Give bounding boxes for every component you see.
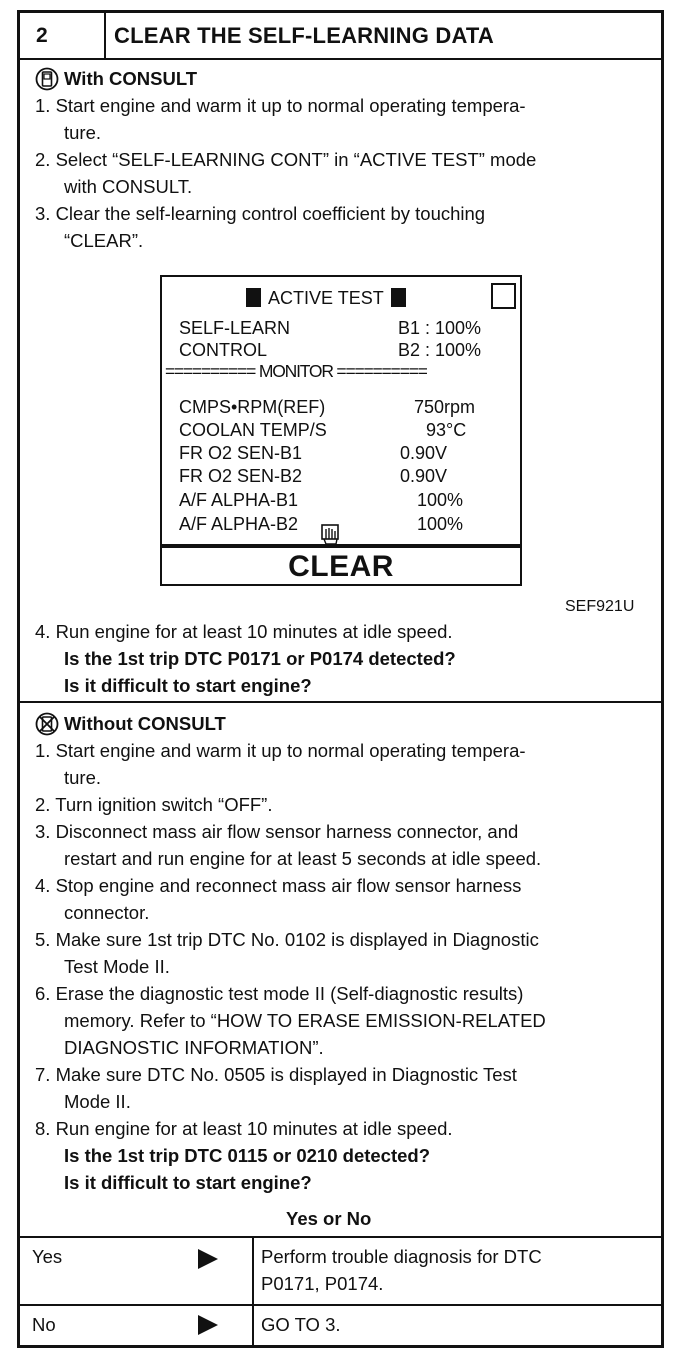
noconsult-step-1b: ture.	[64, 767, 102, 788]
arrow-right-icon	[198, 1249, 218, 1269]
monitor-divider: ========== MONITOR ==========	[165, 361, 427, 381]
monitor-value: 750rpm	[414, 397, 476, 417]
touch-hand-icon	[320, 523, 340, 545]
noconsult-step-4b: connector.	[64, 902, 150, 923]
monitor-label: A/F ALPHA-B1	[179, 490, 299, 510]
consult-step-3b: “CLEAR”.	[64, 230, 144, 251]
action-yes-line-2: P0171, P0174.	[261, 1273, 384, 1294]
noconsult-step-6a: 6. Erase the diagnostic test mode II (Self-diagnostic results)	[35, 983, 524, 1004]
result-column-divider	[252, 1236, 254, 1348]
monitor-label: COOLAN TEMP/S	[179, 420, 327, 440]
consult-icon	[35, 67, 59, 91]
monitor-label: A/F ALPHA-B2	[179, 514, 299, 534]
selflearn-label: SELF-LEARN	[179, 318, 291, 338]
section-divider	[20, 701, 661, 703]
monitor-value: 100%	[417, 490, 464, 510]
consult-step-1b: ture.	[64, 122, 102, 143]
step-header	[20, 13, 661, 60]
noconsult-step-7a: 7. Make sure DTC No. 0505 is displayed in Diagnostic Test	[35, 1064, 517, 1085]
noconsult-step-6b: memory. Refer to “HOW TO ERASE EMISSION-RELATED	[64, 1010, 546, 1031]
step-title: CLEAR THE SELF-LEARNING DATA	[114, 23, 494, 48]
control-label: CONTROL	[179, 340, 268, 360]
action-yes-line-1: Perform trouble diagnosis for DTC	[261, 1246, 542, 1267]
figure-id: SEF921U	[565, 598, 635, 615]
arrow-right-icon	[198, 1315, 218, 1335]
monitor-label: FR O2 SEN-B2	[179, 466, 303, 486]
noconsult-step-4a: 4. Stop engine and reconnect mass air flow sensor harness	[35, 875, 522, 896]
empty-box-icon	[491, 283, 516, 309]
monitor-label: CMPS•RPM(REF)	[179, 397, 326, 417]
black-square-icon	[246, 288, 261, 307]
result-divider-mid	[20, 1304, 661, 1306]
monitor-value: 93°C	[426, 420, 467, 440]
consult-step-1a: 1. Start engine and warm it up to normal operating tempera-	[35, 95, 526, 116]
no-consult-icon	[35, 712, 59, 736]
b2-value: B2 : 100%	[398, 340, 482, 360]
noconsult-step-2: 2. Turn ignition switch “OFF”.	[35, 794, 273, 815]
black-square-icon	[391, 288, 406, 307]
b1-value: B1 : 100%	[398, 318, 482, 338]
monitor-label: FR O2 SEN-B1	[179, 443, 303, 463]
noconsult-step-6c: DIAGNOSTIC INFORMATION”.	[64, 1037, 324, 1058]
action-no-line-1: GO TO 3.	[261, 1314, 341, 1335]
answer-yes: Yes	[32, 1246, 63, 1267]
active-test-title: ACTIVE TEST	[246, 287, 406, 310]
with-consult-heading: With CONSULT	[64, 68, 198, 89]
noconsult-question-2: Is it difficult to start engine?	[64, 1172, 312, 1193]
monitor-value: 0.90V	[400, 466, 448, 486]
consult-step-4: 4. Run engine for at least 10 minutes at idle speed.	[35, 621, 453, 642]
clear-button[interactable]: CLEAR	[160, 546, 522, 586]
without-consult-heading: Without CONSULT	[64, 713, 226, 734]
consult-step-2b: with CONSULT.	[64, 176, 193, 197]
consult-question-2: Is it difficult to start engine?	[64, 675, 312, 696]
yes-or-no-heading: Yes or No	[286, 1208, 372, 1229]
noconsult-step-5a: 5. Make sure 1st trip DTC No. 0102 is displayed in Diagnostic	[35, 929, 539, 950]
procedure-table	[17, 10, 664, 1348]
consult-screen	[160, 275, 522, 546]
noconsult-step-1a: 1. Start engine and warm it up to normal operating tempera-	[35, 740, 526, 761]
consult-step-3a: 3. Clear the self-learning control coefficient by touching	[35, 203, 486, 224]
noconsult-step-5b: Test Mode II.	[64, 956, 170, 977]
noconsult-step-3a: 3. Disconnect mass air flow sensor harness connector, and	[35, 821, 519, 842]
consult-step-2a: 2. Select “SELF-LEARNING CONT” in “ACTIVE TEST” mode	[35, 149, 537, 170]
noconsult-step-3b: restart and run engine for at least 5 seconds at idle speed.	[64, 848, 542, 869]
noconsult-step-8: 8. Run engine for at least 10 minutes at idle speed.	[35, 1118, 453, 1139]
step-number: 2	[20, 13, 106, 58]
monitor-value: 0.90V	[400, 443, 448, 463]
monitor-value: 100%	[417, 514, 464, 534]
answer-no: No	[32, 1314, 56, 1335]
noconsult-question-1: Is the 1st trip DTC 0115 or 0210 detected?	[64, 1145, 431, 1166]
consult-question-1: Is the 1st trip DTC P0171 or P0174 detected?	[64, 648, 456, 669]
noconsult-step-7b: Mode II.	[64, 1091, 131, 1112]
result-divider-top	[20, 1236, 661, 1238]
